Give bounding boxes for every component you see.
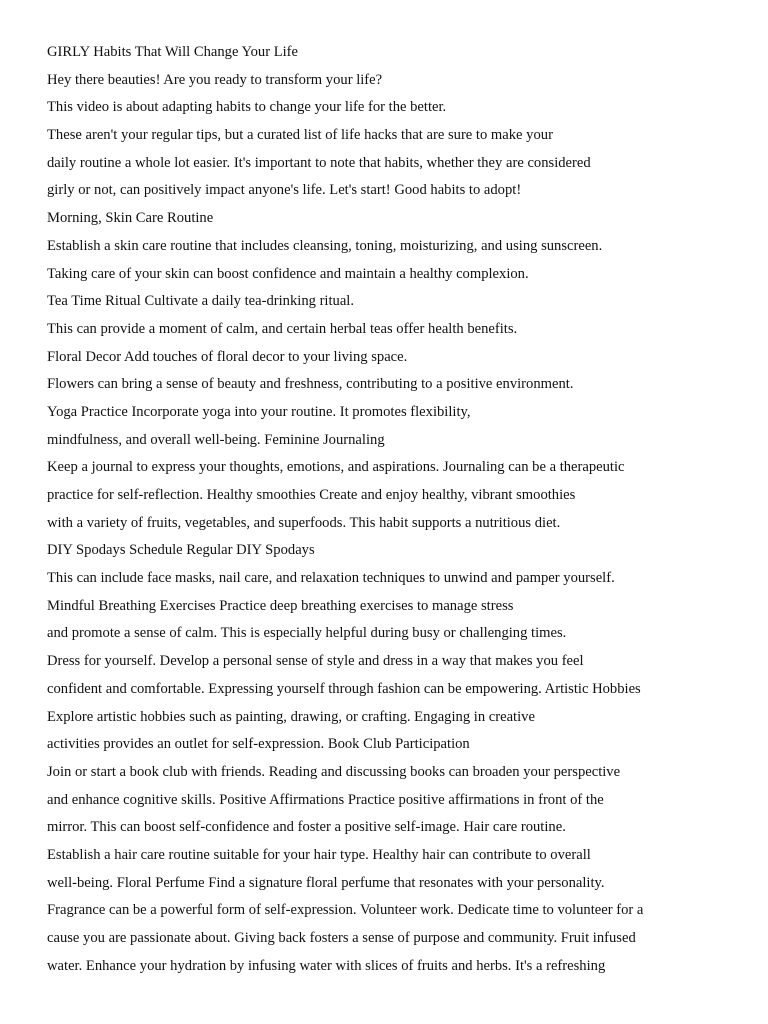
text-line: confident and comfortable. Expressing yourself through fashion can be empowering. Artistic Hobbies [47,680,641,697]
text-line: Floral Decor Add touches of floral decor to your living space. [47,348,408,365]
text-line: These aren't your regular tips, but a curated list of life hacks that are sure to make your [47,127,553,144]
text-line: practice for self-reflection. Healthy smoothies Create and enjoy healthy, vibrant smoothies [47,487,576,503]
text-line: This video is about adapting habits to change your life for the better. [47,99,447,116]
text-line: Establish a hair care routine suitable for your hair type. Healthy hair can contribute to overall [47,846,591,863]
text-line: Taking care of your skin can boost confidence and maintain a healthy complexion. [47,265,529,282]
text-line: and enhance cognitive skills. Positive Affirmations Practice positive affirmations in front of the [47,791,604,808]
text-line: Keep a journal to express your thoughts, emotions, and aspirations. Journaling can be a therapeutic [47,459,625,476]
text-line: Tea Time Ritual Cultivate a daily tea-drinking ritual. [47,293,355,310]
text-line: Hey there beauties! Are you ready to transform your life? [47,71,383,88]
text-line: Dress for yourself. Develop a personal sense of style and dress in a way that makes you feel [47,653,584,670]
text-line: girly or not, can positively impact anyone's life. Let's start! Good habits to adopt! [47,182,522,199]
text-line: water. Enhance your hydration by infusing water with slices of fruits and herbs. It's a refreshing [47,957,606,974]
text-line: DIY Spodays Schedule Regular DIY Spodays [47,542,315,559]
text-line: Yoga Practice Incorporate yoga into your routine. It promotes flexibility, [47,403,471,420]
text-line: and promote a sense of calm. This is especially helpful during busy or challenging times. [47,625,567,642]
document-title: GIRLY Habits That Will Change Your Life [47,44,299,60]
text-line: well-being. Floral Perfume Find a signature floral perfume that resonates with your personality. [47,874,605,891]
text-line: Fragrance can be a powerful form of self-expression. Volunteer work. Dedicate time to volunteer for a [47,902,644,919]
text-line: mirror. This can boost self-confidence and foster a positive self-image. Hair care routine. [47,819,566,836]
text-line: activities provides an outlet for self-expression. Book Club Participation [47,736,470,753]
text-line: This can provide a moment of calm, and certain herbal teas offer health benefits. [47,320,518,337]
text-line: Explore artistic hobbies such as painting, drawing, or crafting. Engaging in creative [47,708,535,725]
document-text [47,39,747,980]
section-heading: Morning, Skin Care Routine [47,210,214,227]
text-line: Join or start a book club with friends. Reading and discussing books can broaden your perspective [47,763,621,780]
text-line: daily routine a whole lot easier. It's important to note that habits, whether they are considered [47,154,591,171]
text-line: This can include face masks, nail care, and relaxation techniques to unwind and pamper yourself. [47,570,615,587]
text-line: mindfulness, and overall well-being. Feminine Journaling [47,431,385,448]
text-line: with a variety of fruits, vegetables, and superfoods. This habit supports a nutritious diet. [47,514,561,531]
text-line: Mindful Breathing Exercises Practice deep breathing exercises to manage stress [47,597,514,614]
text-line: Establish a skin care routine that includes cleansing, toning, moisturizing, and using sunscreen. [47,237,603,254]
text-line: Flowers can bring a sense of beauty and freshness, contributing to a positive environment. [47,376,574,393]
text-line: cause you are passionate about. Giving back fosters a sense of purpose and community. Fruit infused [47,930,636,946]
